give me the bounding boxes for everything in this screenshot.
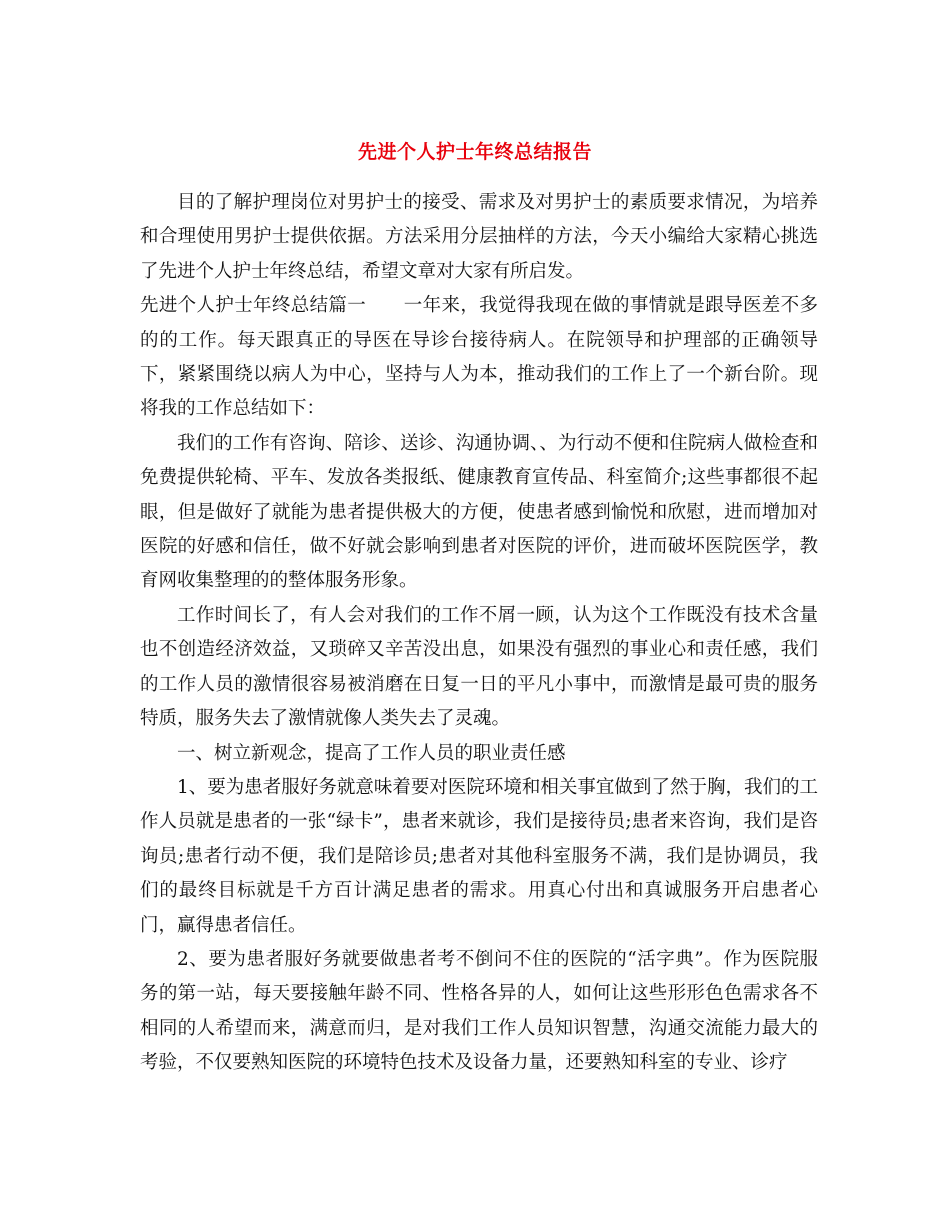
intro-paragraph: 目的了解护理岗位对男护士的接受、需求及对男护士的素质要求情况，为培养和合理使用男护士提供依据。方法采用分层抽样的方法，今天小编给大家精心挑选了先进个人护士年终总结，希望文章对大家有所启发。 [140,192,818,282]
work-content-paragraph: 我们的工作有咨询、陪诊、送诊、沟通协调、、为行动不便和住院病人做检查和免费提供轮椅、平车、发放各类报纸、健康教育宣传品、科室简介;这些事都很不起眼，但是做好了就能为患者提供极大的方便，使患者感到愉悦和欣慰，进而增加对医院的好感和信任，做不好就会影响到患者对医院的评价，进而破坏医院医学，教育网收集整理的的整体服务形象。 [140,432,818,592]
section-heading: 一、树立新观念，提高了工作人员的职业责任感 [177,742,566,764]
document-body [140,186,818,1081]
work-attitude-paragraph: 工作时间长了，有人会对我们的工作不屑一顾，认为这个工作既没有技术含量也不创造经济效益，又琐碎又辛苦没出息，如果没有强烈的事业心和责任感，我们的工作人员的激情很容易被消磨在日复一日的平凡小事中，而激情是最可贵的服务特质，服务失去了激情就像人类失去了灵魂。 [140,604,818,730]
document-title: 先进个人护士年终总结报告 [357,140,592,163]
numbered-paragraph-1: 1、要为患者服好务就意味着要对医院环境和相关事宜做到了然于胸，我们的工作人员就是患者的一张“绿卡”，患者来就诊，我们是接待员;患者来咨询，我们是咨询员;患者行动不便，我们是陪诊员;患者对其他科室服务不满，我们是协调员，我们的最终目标就是千方百计满足患者的需求。用真心付出和真诚服务开启患者心门，赢得患者信任。 [140,776,818,936]
numbered-paragraph-2: 2、要为患者服好务就要做患者考不倒问不住的医院的“活字典”。作为医院服务的第一站，每天要接触年龄不同、性格各异的人，如何让这些形形色色需求各不相同的人希望而来，满意而归，是对我们工作人员知识智慧，沟通交流能力最大的考验，不仅要熟知医院的环境特色技术及设备力量，还要熟知科室的专业、诊疗 [140,948,818,1074]
section-one-paragraph: 先进个人护士年终总结篇一 一年来，我觉得我现在做的事情就是跟导医差不多的的工作。每天跟真正的导医在导诊台接待病人。在院领导和护理部的正确领导下，紧紧围绕以病人为中心，坚持与人为本，推动我们的工作上了一个新台阶。现将我的工作总结如下： [140,295,818,420]
